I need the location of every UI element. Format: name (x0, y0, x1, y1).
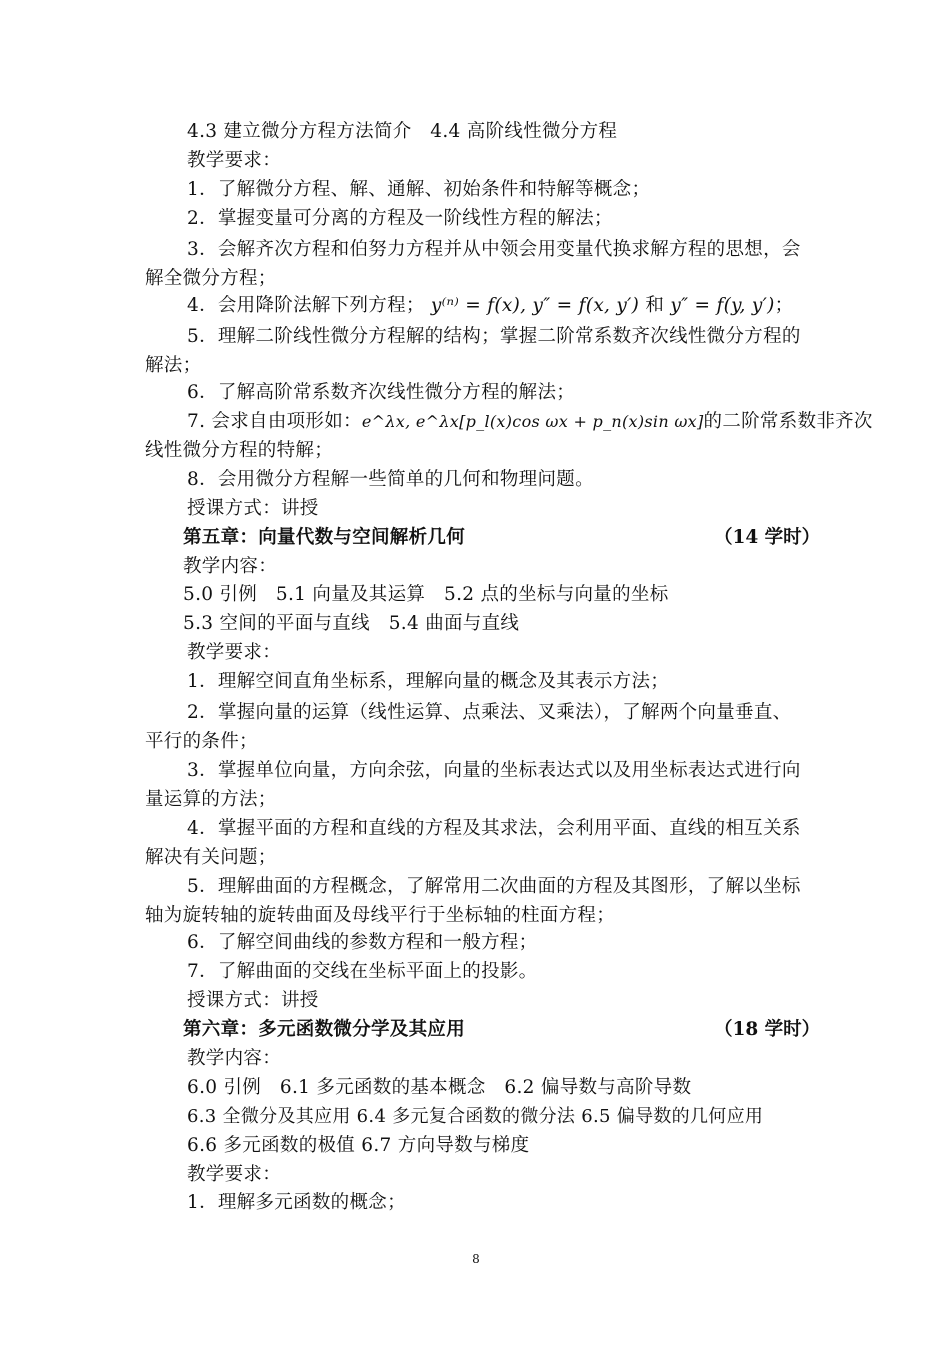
text-paragraph: 3．会解齐次方程和伯努力方程并从中领会用变量代换求解方程的思想，会解全微分方程； (145, 239, 801, 289)
text-line: 6．了解空间曲线的参数方程和一般方程； (187, 932, 538, 953)
text-span: 和 (645, 295, 665, 316)
text-span: ； (774, 295, 794, 316)
text-span: 4．会用降阶法解下列方程； (187, 295, 425, 316)
formula: y⁽ⁿ⁾ = f(x), y″ = f(x, y′) (430, 295, 640, 316)
text-line: 1．了解微分方程、解、通解、初始条件和特解等概念； (187, 179, 651, 200)
text-line-with-formula (187, 409, 873, 435)
text-line: 教学要求： (187, 642, 282, 663)
text-line: 授课方式：讲授 (187, 990, 319, 1011)
text-line: 6.3 全微分及其应用 6.4 多元复合函数的微分法 6.5 偏导数的几何应用 (187, 1106, 764, 1127)
text-line: 授课方式：讲授 (187, 498, 319, 519)
text-paragraph: 3．掌握单位向量，方向余弦，向量的坐标表达式以及用坐标表达式进行向量运算的方法； (145, 760, 801, 810)
chapter-hours: （18 学时） (714, 1019, 821, 1040)
text-line: 2．掌握变量可分离的方程及一阶线性方程的解法； (187, 208, 613, 229)
text-line: 1．理解多元函数的概念； (187, 1192, 406, 1213)
text-line: 教学内容： (187, 1048, 282, 1069)
text-line: 5.3 空间的平面与直线 5.4 曲面与直线 (183, 613, 520, 634)
formula: y″ = f(y, y′) (670, 295, 775, 316)
text-span: 7. 会求自由项形如： (187, 411, 362, 432)
text-line: 5.0 引例 5.1 向量及其运算 5.2 点的坐标与向量的坐标 (183, 584, 669, 605)
text-line: 线性微分方程的特解； (145, 440, 334, 461)
text-span: 的二阶常系数非齐次 (703, 411, 873, 432)
chapter-heading: 第六章：多元函数微分学及其应用 (183, 1019, 466, 1040)
page-number: 8 (472, 1252, 480, 1266)
text-paragraph: 5．理解二阶线性微分方程解的结构；掌握二阶常系数齐次线性微分方程的解法； (145, 326, 801, 376)
text-line-with-formula (187, 293, 793, 319)
formula: e^λx, e^λx[p_l(x)cos ωx + p_n(x)sin ωx] (361, 412, 704, 431)
chapter-heading: 第五章：向量代数与空间解析几何 (183, 527, 466, 548)
text-paragraph: 2．掌握向量的运算（线性运算、点乘法、叉乘法），了解两个向量垂直、平行的条件； (145, 702, 792, 752)
text-line: 6.6 多元函数的极值 6.7 方向导数与梯度 (187, 1135, 530, 1156)
text-paragraph: 5．理解曲面的方程概念，了解常用二次曲面的方程及其图形，了解以坐标轴为旋转轴的旋转曲面及母线平行于坐标轴的柱面方程； (145, 876, 801, 926)
text-line: 6.0 引例 6.1 多元函数的基本概念 6.2 偏导数与高阶导数 (187, 1077, 692, 1098)
text-line: 6．了解高阶常系数齐次线性微分方程的解法； (187, 382, 576, 403)
text-paragraph: 4．掌握平面的方程和直线的方程及其求法，会利用平面、直线的相互关系解决有关问题； (145, 818, 801, 868)
chapter-hours: （14 学时） (714, 527, 821, 548)
text-line: 4.3 建立微分方程方法简介 4.4 高阶线性微分方程 (187, 121, 618, 142)
text-line: 7．了解曲面的交线在坐标平面上的投影。 (187, 961, 538, 982)
text-line: 教学内容： (183, 556, 278, 577)
text-line: 1．理解空间直角坐标系，理解向量的概念及其表示方法； (187, 671, 670, 692)
text-line: 教学要求： (187, 150, 282, 171)
text-line: 8．会用微分方程解一些简单的几何和物理问题。 (187, 469, 594, 490)
text-line: 教学要求： (187, 1164, 282, 1185)
